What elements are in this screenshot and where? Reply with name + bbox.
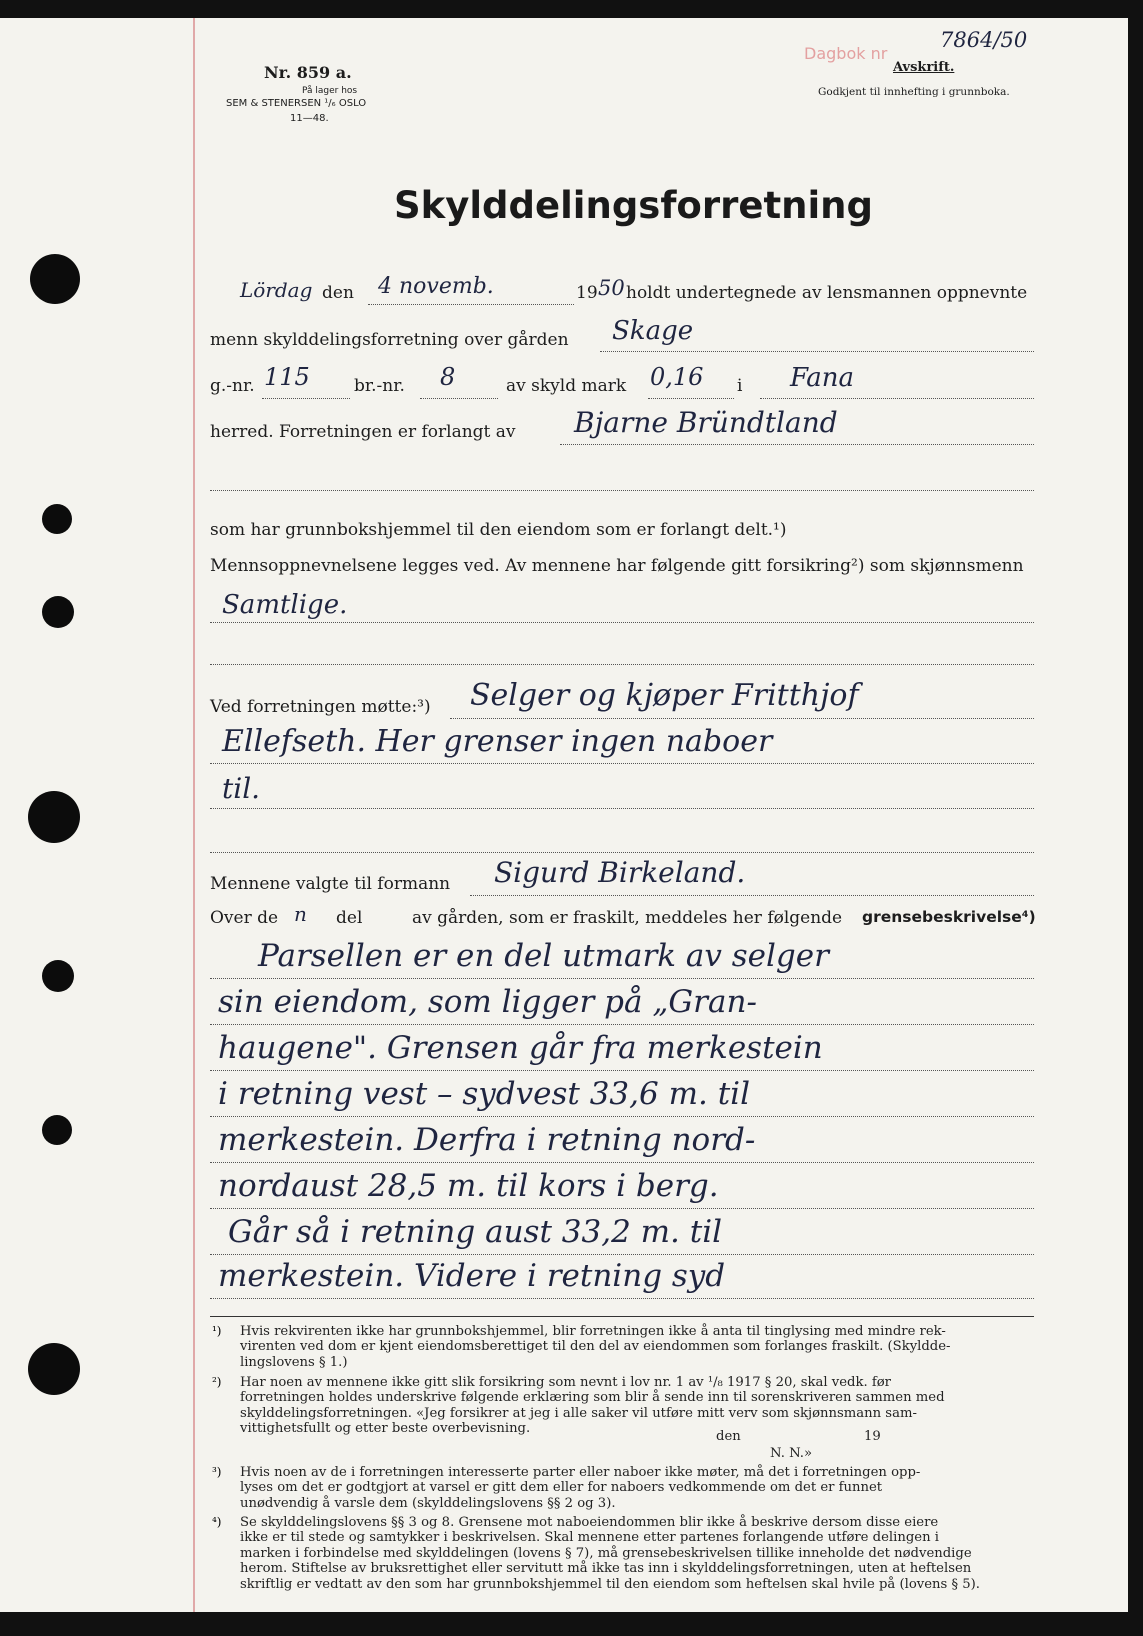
dotted-line <box>210 763 1034 764</box>
footnote-4-mark: ⁴) <box>212 1515 222 1529</box>
dotted-line <box>470 895 1034 896</box>
journal-number: 7864/50 <box>940 28 1028 52</box>
gnr-label: g.-nr. <box>210 376 255 396</box>
approved-text: Godkjent til innhefting i grunnboka. <box>818 86 1010 98</box>
footnote-1: Hvis rekvirenten ikke har grunnbokshjemmel, blir forretningen ikke å anta til tinglysing med mindre rek- virenten ved dom er kjent eiendomsberettiget til den del av eiendommen som forlanges fraskilt. (Skyldde- lingslovens § 1.) <box>240 1324 951 1370</box>
dotted-line <box>760 398 1034 399</box>
line12-bold: grensebeskrivelse⁴) <box>862 908 1036 926</box>
farm-name: Skage <box>612 316 694 346</box>
attendees-handwritten: Selger og kjøper Fritthjof <box>470 678 859 713</box>
page-title: Skylddelingsforretning <box>394 184 873 227</box>
del-label: del <box>336 908 363 928</box>
i-label: i <box>737 376 743 396</box>
dotted-line <box>210 1070 1034 1071</box>
chairman-name: Sigurd Birkeland. <box>494 856 746 889</box>
dotted-line <box>210 664 1034 665</box>
binder-hole <box>42 1115 72 1145</box>
dotted-line <box>450 718 1034 719</box>
description-line: nordaust 28,5 m. til kors i berg. <box>218 1168 719 1204</box>
line4-text: herred. Forretningen er forlangt av <box>210 422 516 442</box>
publisher-line1: På lager hos <box>302 86 358 96</box>
footnote-3: Hvis noen av de i forretningen interesserte parter eller naboer ikke møter, må det i forretningen opp- lyses om det er godtgjort at varsel er gitt dem eller for naboers vedkommende om det er funnet unødvendig å varsle dem (skylddelingslovens §§ 2 og 3). <box>240 1465 921 1511</box>
binder-hole <box>42 504 72 534</box>
publisher-line2: SEM & STENERSEN ¹/₆ OSLO <box>226 98 367 109</box>
margin-line <box>193 18 195 1618</box>
dotted-line <box>262 398 350 399</box>
copy-label: Avskrift. <box>893 60 955 75</box>
dotted-line <box>210 490 1034 491</box>
date-value: 4 novemb. <box>378 274 494 299</box>
gnr-value: 115 <box>264 363 310 391</box>
journal-stamp: Dagbok nr <box>804 44 888 63</box>
over-handwritten: n <box>294 902 307 926</box>
footnote-2-den: den <box>716 1429 741 1444</box>
attendees-handwritten-2: Ellefseth. Her grenser ingen naboer <box>222 724 773 759</box>
requester-name: Bjarne Bründtland <box>574 406 838 439</box>
dotted-line <box>420 398 498 399</box>
binder-hole <box>28 791 80 843</box>
attendees-handwritten-3: til. <box>222 772 261 805</box>
footnote-1-mark: ¹) <box>212 1324 222 1338</box>
binder-hole <box>42 596 74 628</box>
footnote-separator <box>210 1316 1034 1317</box>
line2-text: menn skylddelingsforretning over gården <box>210 330 569 350</box>
year-suffix: 50 <box>598 276 625 300</box>
surveyors-handwritten: Samtlige. <box>222 590 348 620</box>
attendees-label: Ved forretningen møtte:³) <box>210 697 431 717</box>
dotted-line <box>210 1116 1034 1117</box>
weekday: Lördag <box>240 278 313 302</box>
line12-text: av gården, som er fraskilt, meddeles her følgende <box>412 908 843 928</box>
footnote-2-nn: N. N.» <box>770 1446 813 1461</box>
dotted-line <box>210 1208 1034 1209</box>
footnote-4: Se skylddelingslovens §§ 3 og 8. Grensene mot naboeiendommen blir ikke å beskrive dersom disse eiere ikke er til stede og samtykker i beskrivelsen. Skal mennene etter partenes forlangende utføre delingen i marken i forbindelse med skylddelingen (lovens § 7), må grensebeskrivelsen tillike inneholde det nødvendige herom. Stiftelse av bruksrettighet eller servitutt må ikke tas inn i skylddelingsforretningen, uten at heftelsen skriftlig er vedtatt av den som har grunnbokshjemmel til den eiendom som heftelsen skal hvile på (lovens § 5). <box>240 1515 980 1592</box>
description-line: haugene". Grensen går fra merkestein <box>218 1030 823 1066</box>
binder-hole <box>42 960 74 992</box>
document-page <box>0 18 1128 1618</box>
dotted-line <box>648 398 734 399</box>
description-line: i retning vest – sydvest 33,6 m. til <box>218 1076 750 1112</box>
over-label: Over de <box>210 908 279 928</box>
dotted-line <box>368 304 574 305</box>
brnr-value: 8 <box>440 363 456 391</box>
den-label: den <box>322 283 354 303</box>
dotted-line <box>210 1254 1034 1255</box>
brnr-label: br.-nr. <box>354 376 405 396</box>
description-line: sin eiendom, som ligger på „Gran- <box>218 984 757 1020</box>
line1-text: holdt undertegnede av lensmannen oppnevnte <box>626 283 1028 303</box>
dotted-line <box>210 1162 1034 1163</box>
dotted-line <box>210 978 1034 979</box>
binder-hole <box>30 254 80 304</box>
dotted-line <box>210 1298 1034 1299</box>
dotted-line <box>210 808 1034 809</box>
line5-text: som har grunnbokshjemmel til den eiendom som er forlangt delt.¹) <box>210 520 787 540</box>
publisher-line3: 11—48. <box>290 113 329 124</box>
municipality: Fana <box>790 363 855 393</box>
line6-text: Mennsoppnevnelsene legges ved. Av mennene har følgende gitt forsikring²) som skjønnsmenn <box>210 556 1024 576</box>
year-prefix: 19 <box>576 283 598 303</box>
description-line: Parsellen er en del utmark av selger <box>258 938 829 974</box>
description-line: merkestein. Derfra i retning nord- <box>218 1122 756 1158</box>
dotted-line <box>600 351 1034 352</box>
form-number: Nr. 859 a. <box>264 63 352 82</box>
dotted-line <box>210 852 1034 853</box>
dotted-line <box>560 444 1034 445</box>
footnote-2-mark: ²) <box>212 1375 222 1389</box>
description-line: merkestein. Videre i retning syd <box>218 1258 726 1294</box>
skyld-value: 0,16 <box>650 363 704 391</box>
description-line: Går så i retning aust 33,2 m. til <box>228 1214 723 1250</box>
footnote-3-mark: ³) <box>212 1465 222 1479</box>
footnote-2: Har noen av mennene ikke gitt slik forsikring som nevnt i lov nr. 1 av ¹/₈ 1917 § 20, skal vedk. før forretningen holdes underskrive følgende erklæring som blir å sende inn til sorenskriveren sammen med skylddelingsforretningen. «Jeg forsikrer at jeg i alle saker vil utføre mitt verv som skjønnsmann sam- vittighetsfullt og etter beste overbevisning. <box>240 1375 945 1437</box>
dotted-line <box>210 622 1034 623</box>
dotted-line <box>210 1024 1034 1025</box>
scan-border <box>0 1612 1143 1636</box>
footnote-2-19: 19 <box>864 1429 881 1444</box>
skyld-label: av skyld mark <box>506 376 627 396</box>
chairman-label: Mennene valgte til formann <box>210 874 451 894</box>
binder-hole <box>28 1343 80 1395</box>
